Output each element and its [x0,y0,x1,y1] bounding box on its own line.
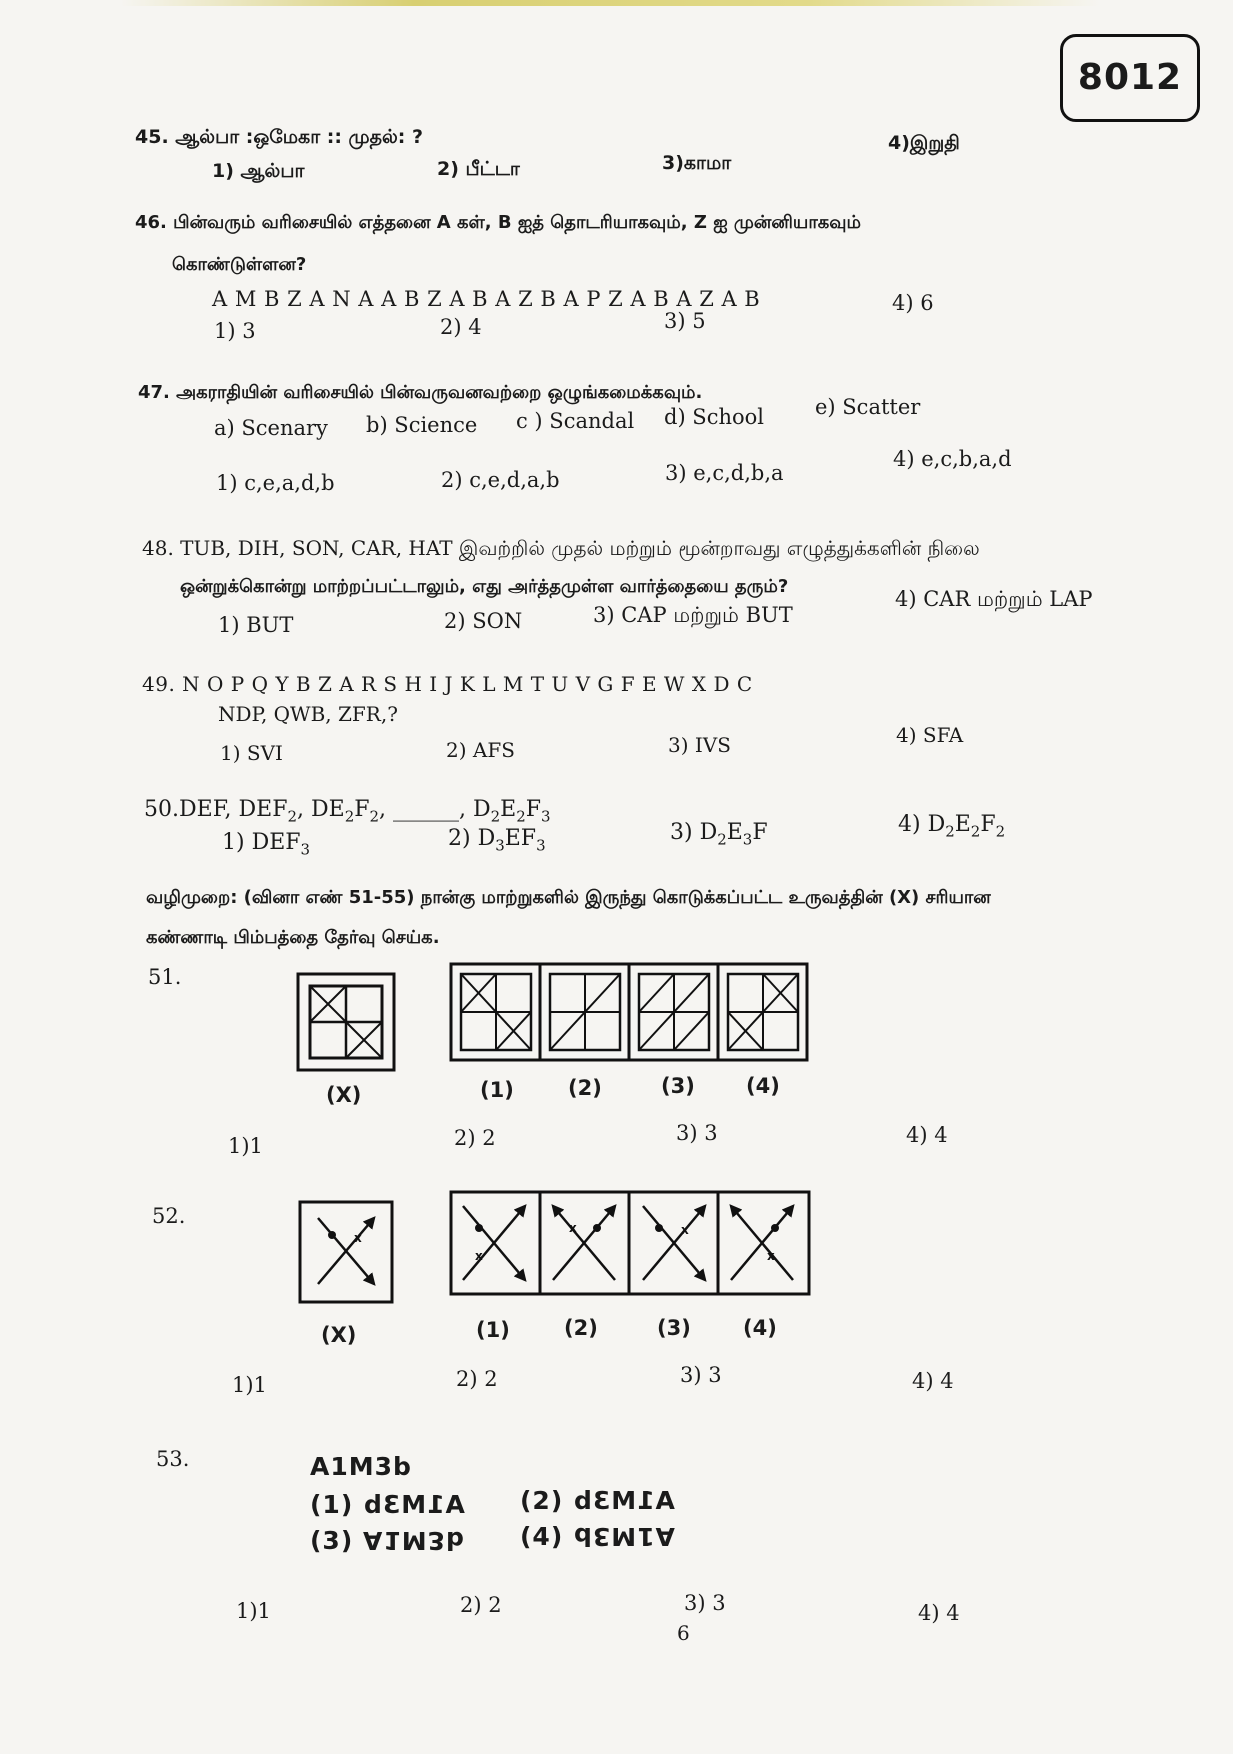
q50-option-1: 1) $DEF_3$ [222,830,311,859]
q52-option-2: 2) 2 [456,1367,498,1391]
q53-choice-1-text: A1M3b [362,1490,465,1519]
svg-text:x: x [475,1249,483,1263]
q50-series: 50.DEF, $DEF_2$, $DE_2F_2$, ______, $D_2E_2F_3$ [144,797,551,826]
q52-question-figure [298,1200,394,1304]
q45-option-1: 1) ஆல்பா [212,160,305,182]
q51-label-x: (X) [326,1083,362,1107]
q53-option-3: 3) 3 [684,1591,726,1615]
q52-label-3: (3) [657,1316,691,1340]
q51-figure-4 [728,974,798,1050]
q47-option-1: 1) c,e,a,d,b [216,471,335,495]
svg-text:x: x [569,1221,577,1235]
q46-option-4: 4) 6 [892,291,934,315]
q51-answer-figures [449,962,809,1062]
q51-question-figure [296,972,396,1072]
q51-label-4: (4) [746,1074,780,1098]
q45-option-3: 3)காமா [662,152,732,174]
q51-option-4: 4) 4 [906,1123,948,1147]
q52-option-3: 3) 3 [680,1363,722,1387]
q52-option-4: 4) 4 [912,1369,954,1393]
q53-choice-4: (4) A1M3b [520,1522,675,1551]
q49-question: NDP, QWB, ZFR,? [218,702,398,726]
q46-sequence: A M B Z A N A A B Z A B A Z B A P Z A B A Z A B [212,287,761,311]
q52-figure-4 [731,1206,793,1280]
q51-figure-1 [461,974,531,1050]
q48-option-3: 3) CAP மற்றும் BUT [593,603,793,627]
q52-figure-3 [643,1206,705,1280]
q53-option-1: 1)1 [236,1599,271,1623]
q45-option-4: 4)இறுதி [888,132,960,154]
q46-option-1: 1) 3 [214,319,256,343]
q51-option-1: 1)1 [228,1134,263,1158]
q52-figure-2 [553,1206,615,1280]
q53-choice-1: (1) A1M3b [310,1490,465,1519]
q46-question-line1: 46. பின்வரும் வரிசையில் எத்தனை A கள், B ஐத் தொடரியாகவும், Z ஐ முன்னியாகவும் [135,212,861,233]
q49-option-3: 3) IVS [668,733,731,757]
q51-label-2: (2) [568,1076,602,1100]
q48-question-line2: ஒன்றுக்கொன்று மாற்றப்பட்டாலும், எது அர்த்தமுள்ள வார்த்தையை தரும்? [180,576,789,597]
q53-choice-3: (3) A1M3b [310,1526,465,1555]
q53-choice-2: (2) A1M3b [520,1486,675,1515]
q52-label-2: (2) [564,1316,598,1340]
q50-number: 50. [144,797,179,822]
page-top-edge [120,0,1100,6]
q51-label-1: (1) [480,1078,514,1102]
q53-choice-4-text: A1M3b [572,1522,675,1551]
q52-label-1: (1) [476,1318,510,1342]
instruction-line2: கண்ணாடி பிம்பத்தை தேர்வு செய்க. [146,927,440,948]
q48-option-1: 1) BUT [218,613,294,637]
q52-label-4: (4) [743,1316,777,1340]
q52-option-1: 1)1 [232,1373,267,1397]
q48-option-2: 2) SON [444,609,523,633]
q46-option-2: 2) 4 [440,315,482,339]
q53-number: 53. [156,1447,190,1471]
q52-number: 52. [152,1204,186,1228]
q49-option-2: 2) AFS [446,738,515,762]
q50-option-2: 2) $D_3EF_3$ [448,826,546,855]
q47-word-a: a) Scenary [214,416,328,440]
q49-option-1: 1) SVI [220,741,283,765]
q51-option-3: 3) 3 [676,1121,718,1145]
q48-question-line1: 48. TUB, DIH, SON, CAR, HAT இவற்றில் முதல் மற்றும் மூன்றாவது எழுத்துக்களின் நிலை [142,536,980,560]
q51-label-3: (3) [661,1074,695,1098]
q46-question-line2: கொண்டுள்ளன? [172,254,307,275]
q45-question: 45. ஆல்பா :ஒமேகா :: முதல்: ? [135,126,424,148]
q53-option-2: 2) 2 [460,1593,502,1617]
q50-option-3: 3) $D_2E_3F$ [670,820,768,849]
q47-word-c: c ) Scandal [516,409,635,433]
svg-text:x: x [354,1231,362,1245]
q51-figure-2 [550,974,620,1050]
q48-option-4: 4) CAR மற்றும் LAP [895,587,1093,611]
svg-text:x: x [681,1223,689,1237]
svg-text:x: x [767,1249,775,1263]
q51-figure-3 [639,974,709,1050]
q53-choice-2-text: A1M3b [572,1486,675,1515]
q47-question: 47. அகராதியின் வரிசையில் பின்வருவனவற்றை ஒழுங்கமைக்கவும். [138,382,703,403]
q53-choice-3-text: A1M3b [362,1526,465,1555]
q51-number: 51. [148,965,182,989]
q45-option-2: 2) பீட்டா [437,158,520,180]
q47-option-3: 3) e,c,d,b,a [665,461,784,485]
instruction-line1: வழிமுறை: (வினா எண் 51-55) நான்கு மாற்றுகளில் இருந்து கொடுக்கப்பட்ட உருவத்தின் (X) சரியான [146,887,991,908]
q47-word-d: d) School [664,405,764,429]
q47-word-e: e) Scatter [815,395,921,419]
q49-option-4: 4) SFA [896,723,964,747]
paper-code-box [1060,34,1200,122]
q47-option-4: 4) e,c,b,a,d [893,447,1012,471]
q47-option-2: 2) c,e,d,a,b [441,468,560,492]
q50-option-4: 4) $D_2E_2F_2$ [898,812,1006,841]
q49-sequence: 49. N O P Q Y B Z A R S H I J K L M T U V G F E W X D C [142,672,753,696]
q52-answer-figures [449,1190,811,1296]
q51-option-2: 2) 2 [454,1126,496,1150]
q53-option-4: 4) 4 [918,1601,960,1625]
q46-option-3: 3) 5 [664,309,706,333]
q52-label-x: (X) [321,1323,357,1347]
q52-figure-1 [463,1206,525,1280]
page-number: 6 [677,1621,690,1645]
q47-word-b: b) Science [366,413,478,437]
paper-code: 8012 [1077,57,1183,98]
q53-given-text: A1M3b [310,1452,412,1481]
